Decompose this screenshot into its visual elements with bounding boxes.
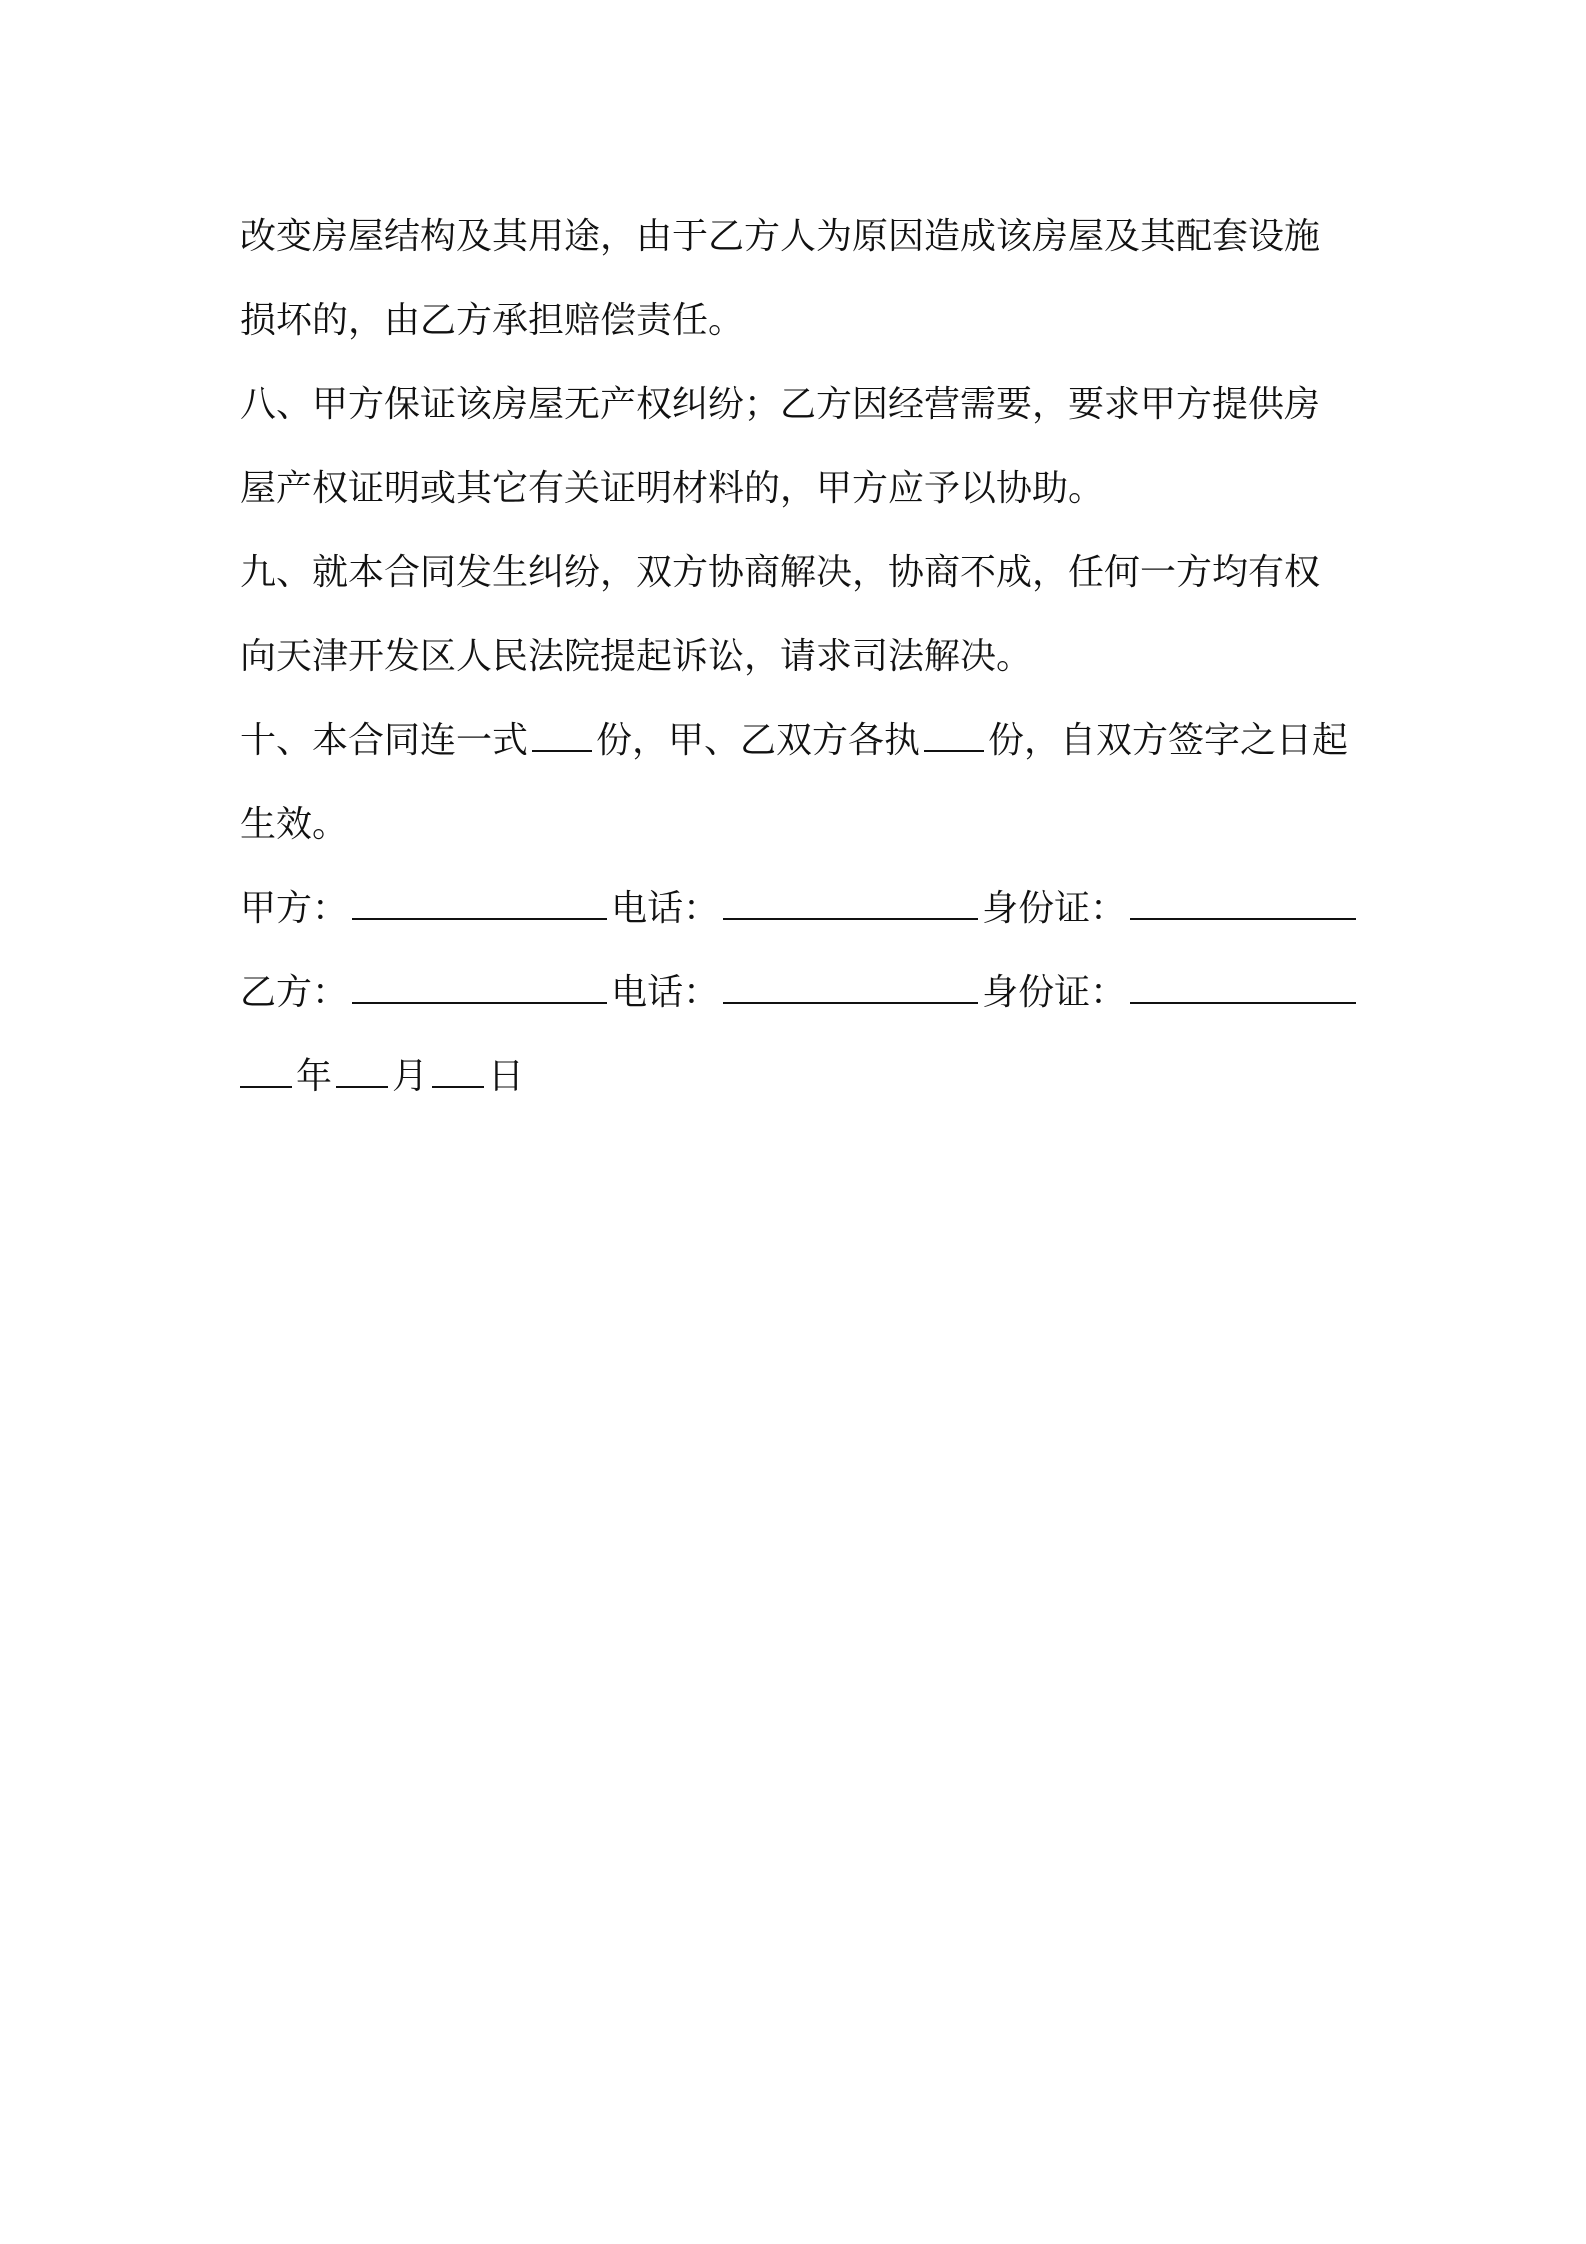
clause-7-line-2: 损坏的，由乙方承担赔偿责任。: [240, 300, 745, 341]
party-b-name-blank[interactable]: [352, 972, 607, 1004]
year-label: 年: [296, 1056, 333, 1097]
clause-8-line-2: 屋产权证明或其它有关证明材料的，甲方应予以协助。: [240, 468, 1105, 509]
party-a-phone-label: 电话：: [611, 888, 720, 929]
party-a-signature-row: [240, 867, 1360, 951]
party-b-id-blank[interactable]: [1130, 972, 1356, 1004]
party-b-phone-label: 电话：: [611, 972, 720, 1013]
party-b-label: 乙方：: [240, 972, 349, 1013]
clause-7-line-1: 改变房屋结构及其用途，由于乙方人为原因造成该房屋及其配套设施: [240, 216, 1321, 257]
party-a-phone-blank[interactable]: [723, 888, 978, 920]
clause-10-line-1: [240, 699, 1360, 783]
clause-9-line-1: 九、就本合同发生纠纷，双方协商解决，协商不成，任何一方均有权: [240, 552, 1321, 593]
party-b-phone-blank[interactable]: [723, 972, 978, 1004]
party-a-name-blank[interactable]: [352, 888, 607, 920]
copies-each-blank[interactable]: [924, 720, 984, 752]
month-label: 月: [392, 1056, 429, 1097]
party-a-label: 甲方：: [240, 888, 349, 929]
day-label: 日: [488, 1056, 525, 1097]
day-blank[interactable]: [432, 1056, 484, 1088]
party-b-signature-row: [240, 951, 1360, 1035]
clause-8-line-1: 八、甲方保证该房屋无产权纠纷；乙方因经营需要，要求甲方提供房: [240, 384, 1321, 425]
clause-10-text-a: 十、本合同连一式: [240, 720, 529, 761]
month-blank[interactable]: [336, 1056, 388, 1088]
clause-10-text-c: 份，自双方签字之日起: [988, 720, 1349, 761]
clause-9-line-2: 向天津开发区人民法院提起诉讼，请求司法解决。: [240, 636, 1033, 677]
party-a-id-label: 身份证：: [982, 888, 1127, 929]
year-blank[interactable]: [240, 1056, 292, 1088]
date-row: [240, 1035, 1360, 1119]
party-a-id-blank[interactable]: [1130, 888, 1356, 920]
clause-10-line-2: 生效。: [240, 804, 349, 845]
copies-total-blank[interactable]: [532, 720, 592, 752]
contract-body: [240, 195, 1360, 1119]
clause-10-text-b: 份，甲、乙双方各执: [596, 720, 921, 761]
party-b-id-label: 身份证：: [982, 972, 1127, 1013]
